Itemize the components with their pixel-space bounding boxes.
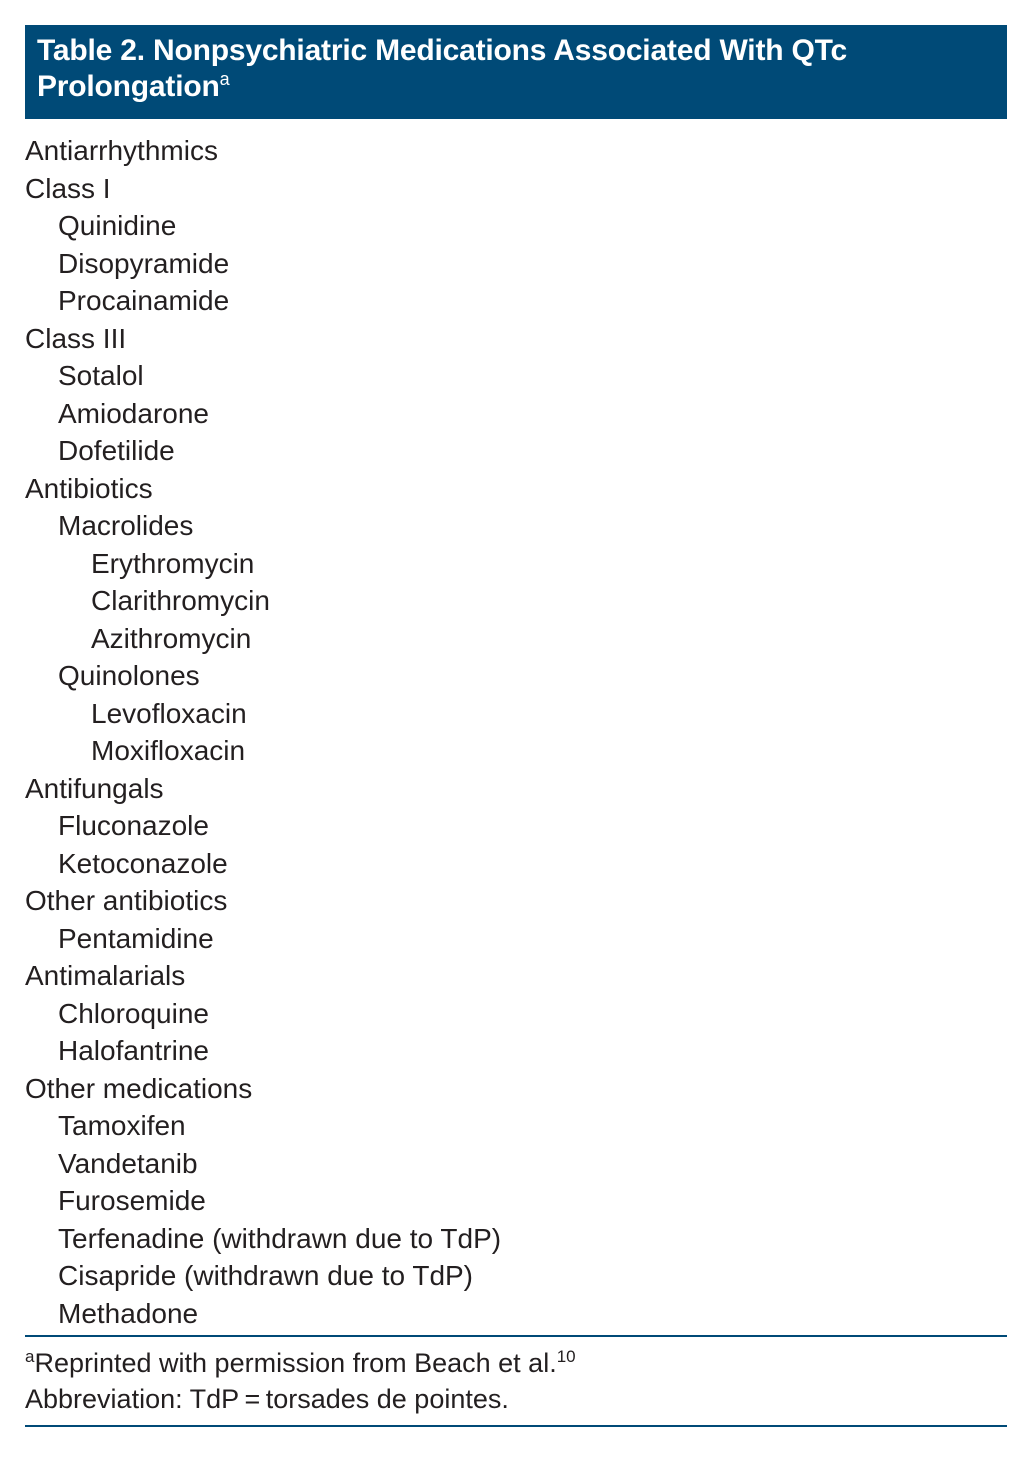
reprint-footnote — [25, 1345, 1007, 1381]
subcategory-row: Fluconazole — [58, 810, 209, 841]
table-title-text: Table 2. Nonpsychiatric Medications Associated With QTc Prolongation — [37, 34, 848, 103]
subcategory-row: Sotalol — [58, 360, 144, 391]
medication-table — [25, 25, 1007, 1427]
category-row: Antiarrhythmics — [25, 135, 218, 166]
subcategory-row: Halofantrine — [58, 1035, 209, 1066]
category-row: Class I — [25, 172, 111, 204]
drug-row: Moxifloxacin — [91, 735, 246, 766]
reprint-footnote-marker: a — [25, 1347, 35, 1366]
subcategory-row: Dofetilide — [58, 435, 175, 466]
subcategory-row: Methadone — [58, 1297, 199, 1329]
subcategory-row: Quinolones — [58, 660, 200, 691]
category-row: Class III — [25, 322, 127, 354]
subcategory-row: Pentamidine — [58, 922, 214, 954]
subcategory-row: Furosemide — [58, 1185, 206, 1216]
subcategory-row: Amiodarone — [58, 397, 209, 429]
drug-row: Azithromycin — [91, 622, 252, 654]
subcategory-row: Tamoxifen — [58, 1110, 186, 1141]
subcategory-row: Terfenadine (withdrawn due to TdP) — [58, 1222, 502, 1254]
abbreviation-footnote: Abbreviation: TdP = torsades de pointes. — [25, 1384, 509, 1414]
category-row: Antimalarials — [25, 960, 186, 991]
subcategory-row: Cisapride (withdrawn due to TdP) — [58, 1260, 474, 1291]
category-row: Other antibiotics — [25, 885, 228, 916]
medication-list — [25, 132, 1007, 1332]
footnote-divider-bottom — [25, 1425, 1007, 1427]
title-footnote-marker: a — [219, 69, 230, 89]
subcategory-row: Macrolides — [58, 510, 194, 541]
subcategory-row: Chloroquine — [58, 997, 209, 1029]
reprint-footnote-reference: 10 — [556, 1347, 576, 1366]
subcategory-row: Ketoconazole — [58, 847, 228, 879]
category-row: Other medications — [25, 1072, 253, 1104]
drug-row: Erythromycin — [91, 547, 255, 579]
drug-row: Clarithromycin — [91, 585, 270, 616]
subcategory-row: Vandetanib — [58, 1147, 198, 1179]
category-row: Antifungals — [25, 772, 164, 804]
subcategory-row: Procainamide — [58, 285, 230, 316]
drug-row: Levofloxacin — [91, 697, 247, 729]
category-row: Antibiotics — [25, 472, 153, 504]
subcategory-row: Disopyramide — [58, 247, 230, 279]
reprint-footnote-text: Reprinted with permission from Beach et al. — [34, 1348, 557, 1378]
table-footnotes — [25, 1337, 1007, 1425]
subcategory-row: Quinidine — [58, 210, 177, 241]
table-title — [25, 25, 1007, 119]
